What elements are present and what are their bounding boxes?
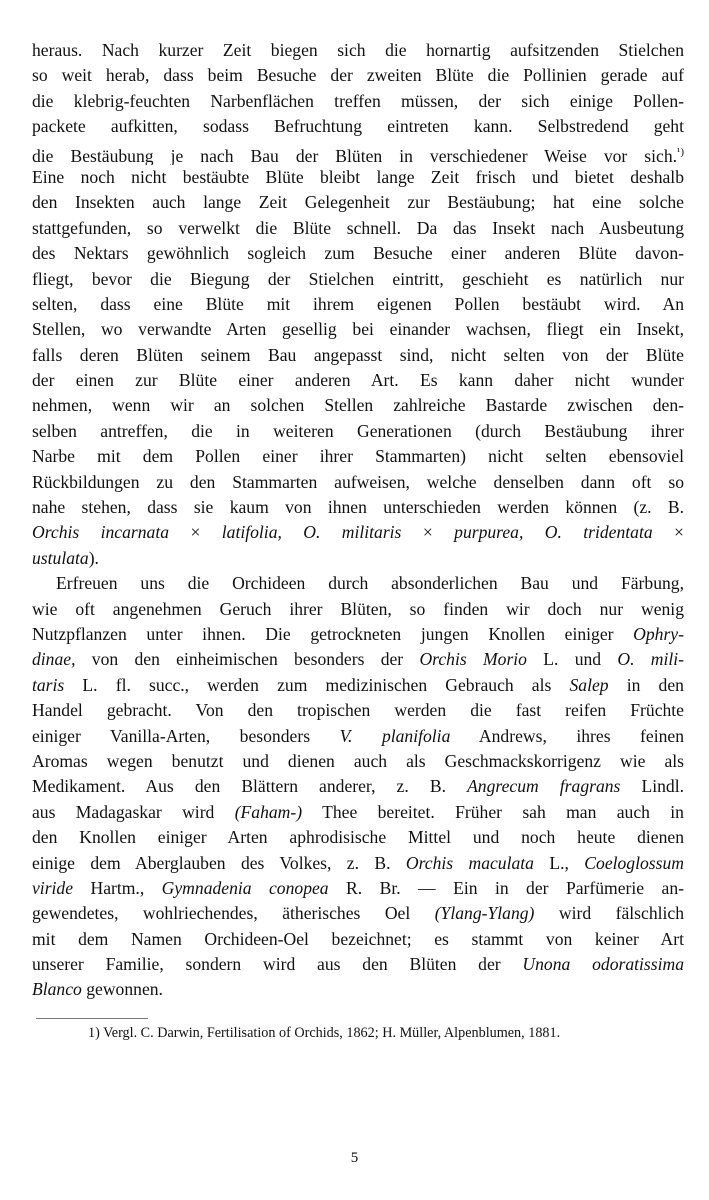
text-segment: Thee bereitet. Früher sah man auch in [322, 801, 684, 822]
text-line: stattgefunden, so verwelkt die Blüte schnell. Da das Insekt nach Ausbeutung [32, 217, 684, 238]
product-name: Salep [569, 674, 609, 695]
text-line: Aromas wegen benutzt und dienen auch als Geschmackskorrigenz wie als [32, 750, 684, 771]
text-segment: die Bestäubung je nach Bau der Blüten in verschiedener Weise vor sich. [32, 145, 678, 165]
text-segment: wird fälschlich [558, 903, 684, 924]
text-line: des Nektars gewöhnlich sogleich zum Besuche einer anderen Blüte davon- [32, 243, 684, 264]
product-name: (Ylang-Ylang) [434, 903, 535, 924]
text-segment: R. Br. — Ein in der Parfümerie an- [346, 877, 684, 898]
text-line [32, 800, 684, 825]
text-segment: Hartm., [90, 877, 145, 898]
text-line: selten, dass eine Blüte mit ihrem eigenen Pollen bestäubt wird. An [32, 293, 684, 314]
species-name: Gymnadenia conopea [161, 877, 329, 898]
hybrid-sign: × [422, 522, 433, 543]
text-line: Erfreuen uns die Orchideen durch absonderlichen Bau und Färbung, [56, 573, 684, 594]
author-name: Blanco [32, 979, 82, 1000]
text-segment: L. und [543, 649, 602, 670]
paragraph-1 [32, 38, 684, 571]
text-segment: Nutzpflanzen unter ihnen. Die getrockneten jungen Knollen einiger [32, 623, 614, 644]
footnote-divider [36, 1018, 148, 1019]
text-line [32, 546, 684, 571]
text-line: so weit herab, dass beim Besuche der zweiten Blüte die Pollinien gerade auf [32, 65, 684, 86]
text-segment: Medikament. Aus den Blättern anderer, z. B. [32, 776, 446, 797]
species-name: Unona odoratissima [522, 954, 684, 975]
text-line [32, 901, 684, 926]
species-name: taris [32, 674, 65, 695]
footnote: 1) Vergl. C. Darwin, Fertilisation of Orchids, 1862; H. Müller, Alpenblumen, 1881. [88, 1025, 561, 1041]
text-line [32, 977, 684, 1002]
text-line: wie oft angenehmen Geruch ihrer Blüten, so finden wir doch nur wenig [32, 598, 684, 619]
text-segment: einige dem Aberglauben des Volkes, z. B. [32, 852, 391, 873]
text-segment: aus Madagaskar wird [32, 801, 215, 822]
hybrid-sign: × [674, 522, 684, 543]
paragraph-2 [32, 571, 684, 1003]
text-line: falls deren Blüten seinem Bau angepasst sind, nicht selten von der Blüte [32, 344, 684, 365]
text-line: Rückbildungen zu den Stammarten aufweisen, welche denselben dann oft so [32, 471, 684, 492]
text-line [32, 724, 684, 749]
text-line: der einen zur Blüte einer anderen Art. Es kann daher nicht wunder [32, 370, 684, 391]
product-name: (Faham-) [234, 801, 303, 822]
species-name: viride [32, 877, 74, 898]
text-line: packete aufkitten, sodass Befruchtung eintreten kann. Selbstredend geht [32, 116, 684, 137]
text-line: Eine noch nicht bestäubte Blüte bleibt lange Zeit frisch und bietet deshalb [32, 166, 684, 187]
species-name: ustulata [32, 547, 89, 568]
text-line [32, 952, 684, 977]
species-name: Orchis maculata [405, 852, 534, 873]
text-segment: L., [549, 852, 569, 873]
species-name: Orchis Morio [419, 649, 527, 670]
text-line [32, 140, 684, 165]
text-segment: in den [626, 674, 684, 695]
text-line [32, 774, 684, 799]
text-segment: Andrews, ihres feinen [478, 725, 684, 746]
text-segment: L. fl. succ., werden zum medizinischen Gebrauch als [82, 674, 552, 695]
text-segment: einiger Vanilla-Arten, besonders [32, 725, 311, 746]
text-line: Narbe mit dem Pollen einer ihrer Stammarten) nicht selten ebensoviel [32, 446, 684, 467]
text-line: Stellen, wo verwandte Arten gesellig bei einander wachsen, fliegt ein Insekt, [32, 319, 684, 340]
taxon-name: Ophry- [633, 623, 684, 644]
species-name: O. militaris [303, 522, 402, 543]
text-segment: Lindl. [641, 776, 684, 797]
species-name: Angrecum fragrans [467, 776, 621, 797]
text-line [32, 851, 684, 876]
footnote-marker: ¹) [677, 145, 684, 158]
text-line [32, 876, 684, 901]
text-line: die klebrig-feuchten Narbenflächen treffen müssen, der sich einige Pollen- [32, 90, 684, 111]
species-name: V. planifolia [339, 725, 451, 746]
text-segment: von den einheimischen besonders der [91, 649, 404, 670]
text-line [32, 673, 684, 698]
text-line: selben antreffen, die in weiteren Generationen (durch Bestäubung ihrer [32, 420, 684, 441]
species-name: purpurea, [454, 522, 524, 543]
species-name: latifolia, [221, 522, 282, 543]
species-name: Orchis incarnata [32, 522, 170, 543]
text-segment: gewonnen. [86, 979, 163, 1000]
text-line: mit dem Namen Orchideen-Oel bezeichnet; es stammt von keiner Art [32, 928, 684, 949]
body-text [32, 38, 684, 1003]
taxon-name: dinae, [32, 649, 76, 670]
text-line: den Knollen einiger Arten aphrodisische Mittel und noch heute dienen [32, 827, 684, 848]
text-line: nehmen, wenn wir an solchen Stellen zahlreiche Bastarde zwischen den- [32, 395, 684, 416]
species-name: O. mili- [617, 649, 684, 670]
text-line: Handel gebracht. Von den tropischen werden die fast reifen Früchte [32, 700, 684, 721]
text-segment: unserer Familie, sondern wird aus den Blüten der [32, 954, 501, 975]
text-segment: gewendetes, wohlriechendes, ätherisches Oel [32, 903, 411, 924]
page-number: 5 [350, 1150, 359, 1166]
text-segment: ). [88, 547, 99, 568]
species-name: O. tridentata [544, 522, 653, 543]
text-line: heraus. Nach kurzer Zeit biegen sich die hornartig aufsitzenden Stielchen [32, 40, 684, 60]
text-line: fliegt, bevor die Biegung der Stielchen eintritt, geschieht es natürlich nur [32, 268, 684, 289]
species-name: Coeloglossum [584, 852, 684, 873]
text-line [32, 520, 684, 545]
hybrid-sign: × [190, 522, 201, 543]
text-line: nahe stehen, dass sie kaum von ihnen unterschieden werden können (z. B. [32, 497, 684, 518]
text-line: den Insekten auch lange Zeit Gelegenheit zur Bestäubung; hat eine solche [32, 192, 684, 213]
text-line [32, 647, 684, 672]
text-line [32, 622, 684, 647]
